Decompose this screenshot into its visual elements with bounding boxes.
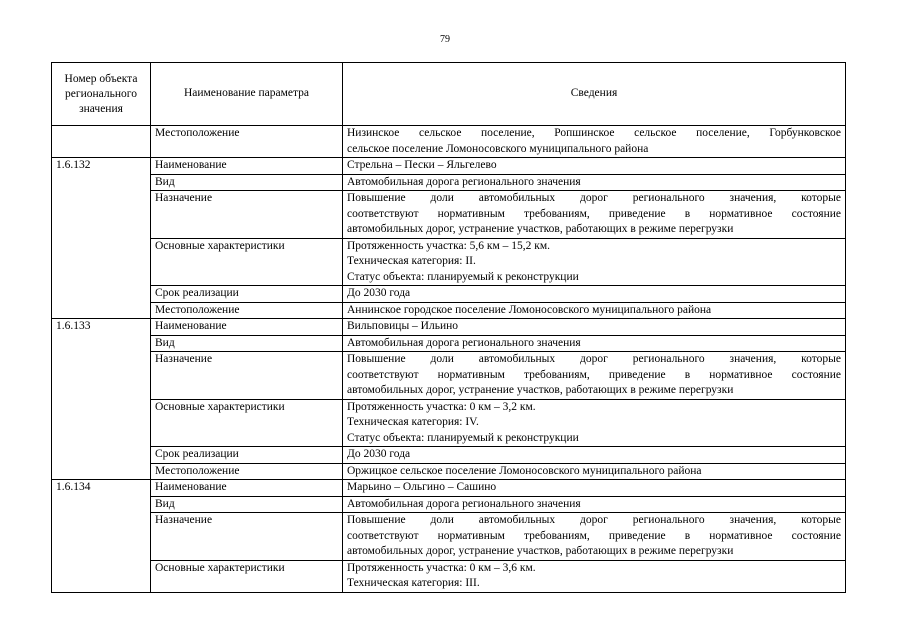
information-cell [343,480,846,497]
parameter-name-cell: Вид [151,335,343,352]
information-line: автомобильных дорог, устранение участков, работающих в режиме перегрузки [347,384,734,396]
parameter-name-cell: Основные характеристики [151,560,343,592]
table-row [52,174,846,191]
information-cell [343,238,846,286]
information-line: Автомобильная дорога регионального значения [347,336,581,349]
object-number-cell: 1.6.132 [52,158,151,319]
table-row [52,447,846,464]
information-line: соответствуют нормативным требованиям, приведение в нормативное состояние [347,368,841,381]
information-line: Аннинское городское поселение Ломоносовского муниципального района [347,303,712,316]
information-line: Протяженность участка: 5,6 км – 15,2 км. [347,239,551,252]
parameter-name-cell: Вид [151,496,343,513]
table-row [52,513,846,561]
table-row [52,463,846,480]
information-cell [343,335,846,352]
information-cell [343,191,846,239]
information-line: Протяженность участка: 0 км – 3,2 км. [347,400,536,413]
information-cell [343,513,846,561]
information-cell [343,126,846,158]
information-line: До 2030 года [347,287,411,299]
parameter-name-cell: Наименование [151,319,343,336]
parameter-name-cell: Наименование [151,480,343,497]
information-cell [343,399,846,447]
information-line: Оржицкое сельское поселение Ломоносовского муниципального района [347,464,702,477]
parameter-name-cell: Срок реализации [151,447,343,464]
information-line: соответствуют нормативным требованиям, приведение в нормативное состояние [347,529,841,542]
table-row [52,286,846,303]
information-line: сельское поселение Ломоносовского муниципального района [347,142,649,155]
information-line: До 2030 года [347,448,411,460]
table-row [52,302,846,319]
parameter-name-cell: Назначение [151,191,343,239]
parameter-name-cell: Назначение [151,513,343,561]
information-cell [343,496,846,513]
object-number-cell [52,126,151,158]
parameter-name-cell: Наименование [151,158,343,175]
information-line: Статус объекта: планируемый к реконструкции [347,270,579,283]
information-cell [343,302,846,319]
header-object-number: Номер объекта регионального значения [52,63,151,126]
table-body [52,126,846,593]
table-row [52,496,846,513]
table-row [52,319,846,336]
header-row [52,63,846,126]
information-line: Автомобильная дорога регионального значения [347,175,581,188]
information-line: Вильповицы – Ильино [347,320,459,332]
information-line: Техническая категория: IV. [347,416,479,428]
regional-objects-table [51,62,846,593]
information-line: Низинское сельское поселение, Ропшинское сельское поселение, Горбунковское [347,127,841,139]
information-cell [343,319,846,336]
parameter-name-cell: Местоположение [151,126,343,158]
information-line: Статус объекта: планируемый к реконструкции [347,431,579,444]
information-line: Повышение доли автомобильных дорог регионального значения, которые [347,353,841,365]
information-line: Протяженность участка: 0 км – 3,6 км. [347,561,536,574]
information-line: Повышение доли автомобильных дорог регионального значения, которые [347,192,841,204]
information-cell [343,174,846,191]
parameter-name-cell: Срок реализации [151,286,343,303]
table-row [52,191,846,239]
header-parameter-name: Наименование параметра [151,63,343,126]
information-line: Техническая категория: II. [347,255,476,267]
information-line: Стрельна – Пески – Яльгелево [347,159,497,171]
information-cell [343,463,846,480]
information-line: автомобильных дорог, устранение участков, работающих в режиме перегрузки [347,223,734,235]
table-row [52,352,846,400]
information-cell [343,560,846,592]
information-line: Техническая категория: III. [347,577,480,589]
information-cell [343,447,846,464]
table-row [52,335,846,352]
information-cell [343,352,846,400]
table-row [52,126,846,158]
parameter-name-cell: Вид [151,174,343,191]
information-line: автомобильных дорог, устранение участков, работающих в режиме перегрузки [347,545,734,557]
table-row [52,158,846,175]
parameter-name-cell: Основные характеристики [151,399,343,447]
table-row [52,238,846,286]
table-header [52,63,846,126]
object-number-cell: 1.6.133 [52,319,151,480]
parameter-name-cell: Местоположение [151,302,343,319]
information-cell [343,158,846,175]
information-line: Автомобильная дорога регионального значения [347,497,581,510]
table-row [52,560,846,592]
page-number: 79 [440,34,450,45]
object-number-cell: 1.6.134 [52,480,151,593]
table-row [52,480,846,497]
parameter-name-cell: Назначение [151,352,343,400]
table-row [52,399,846,447]
parameter-name-cell: Местоположение [151,463,343,480]
header-information: Сведения [343,63,846,126]
information-cell [343,286,846,303]
information-line: Повышение доли автомобильных дорог регионального значения, которые [347,514,841,526]
information-line: Марьино – Ольгино – Сашино [347,481,497,493]
information-line: соответствуют нормативным требованиям, приведение в нормативное состояние [347,207,841,220]
parameter-name-cell: Основные характеристики [151,238,343,286]
